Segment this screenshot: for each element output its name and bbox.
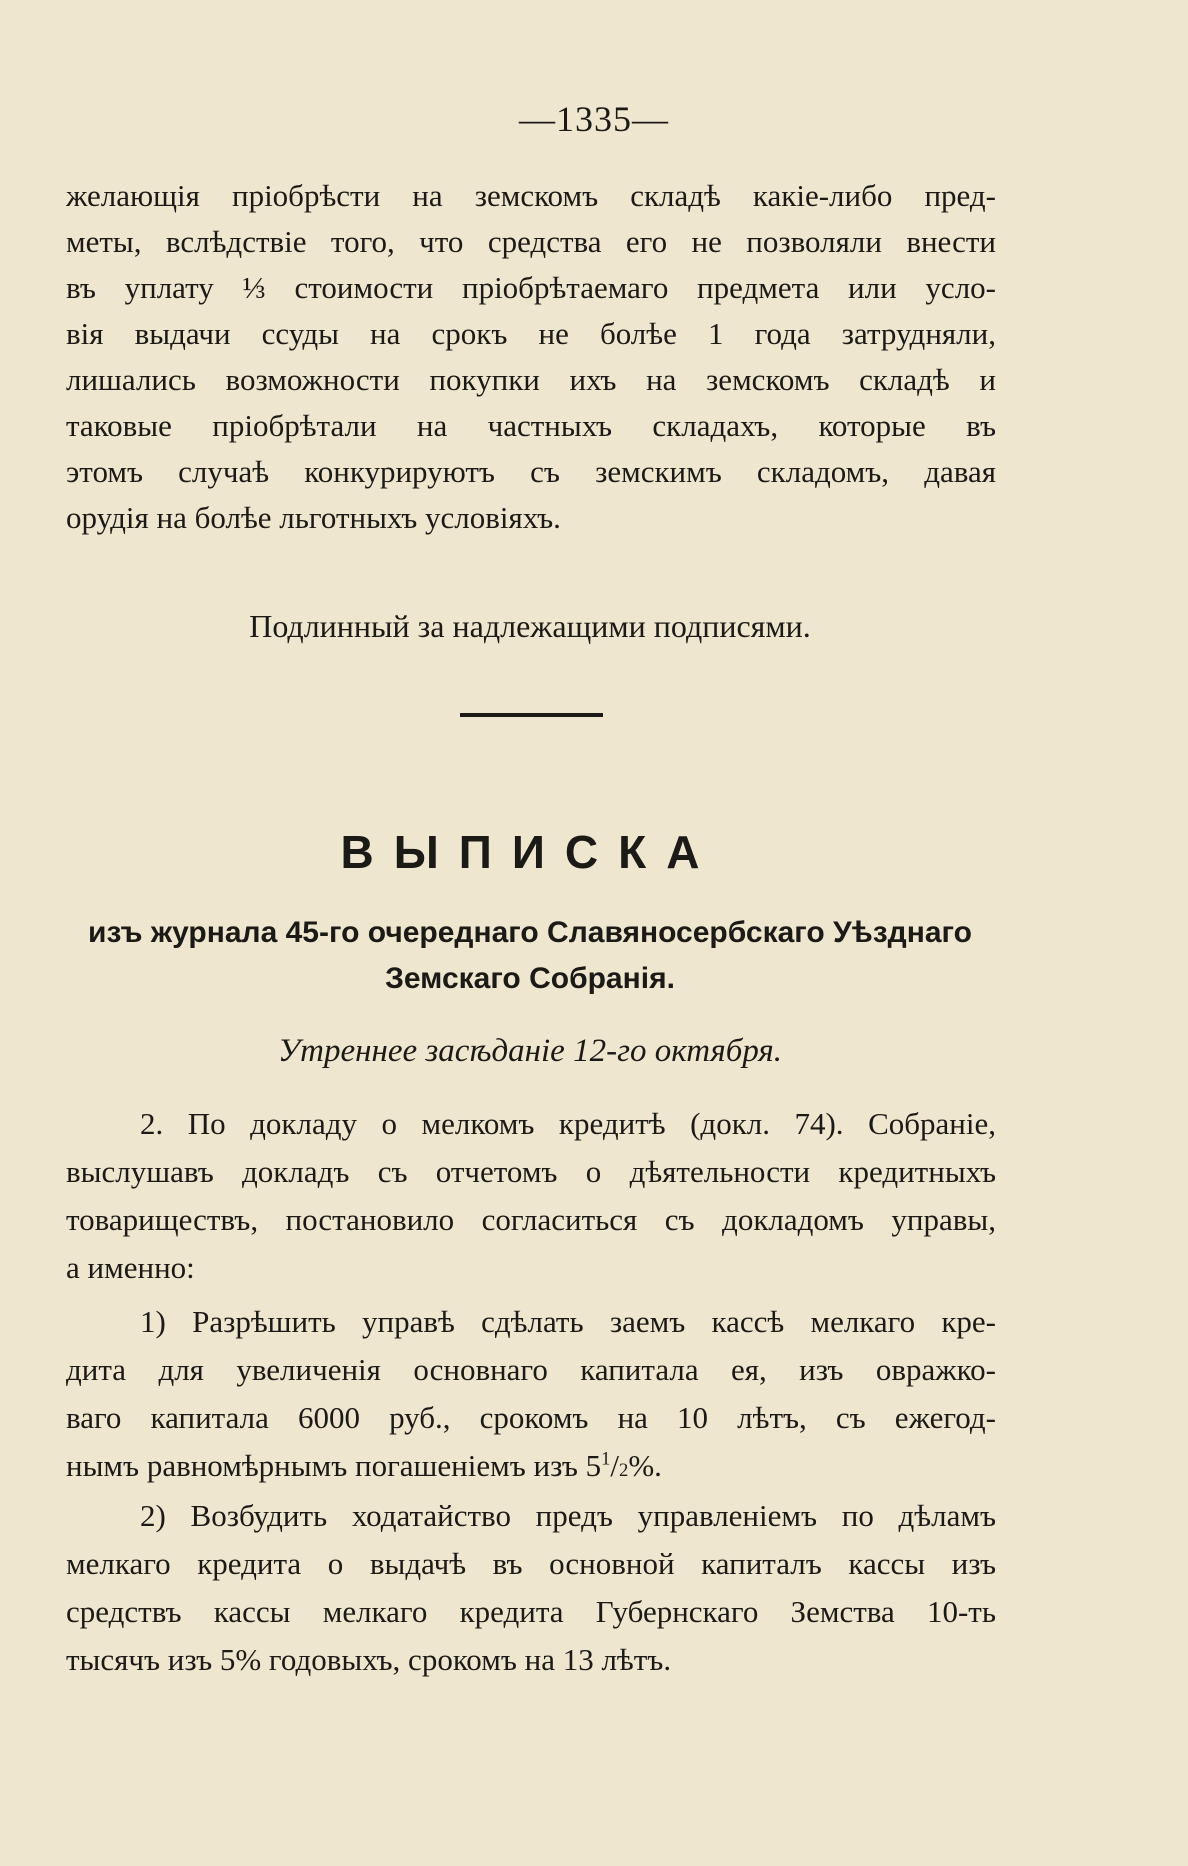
text-line: таковые пріобрѣтали на частныхъ складахъ, которые въ [66, 408, 996, 443]
text-line: этомъ случаѣ конкурируютъ съ земскимъ складомъ, давая [66, 454, 996, 489]
document-title: ВЫПИСКА [340, 826, 720, 878]
text-line: лишались возможности покупки ихъ на земскомъ складѣ и [66, 362, 996, 397]
text-line: товариществъ, постановило согласиться съ докладомъ управы, [66, 1202, 996, 1237]
signature-note: Подлинный за надлежащими подписями. [249, 608, 811, 644]
document-subtitle [0, 910, 1060, 1002]
text-line: орудія на болѣе льготныхъ условіяхъ. [66, 500, 561, 535]
fraction-slash: / [610, 1448, 620, 1483]
fraction-denominator: 2 [619, 1460, 629, 1481]
subtitle-line: Земскаго Собранія. [385, 962, 675, 995]
text-line: въ уплату ⅓ стоимости пріобрѣтаемаго предмета или усло- [66, 270, 996, 305]
subtitle-line: изъ журнала 45-го очереднаго Славяносербскаго Уѣзднаго [88, 916, 972, 949]
text-line: тысячъ изъ 5% годовыхъ, срокомъ на 13 лѣтъ. [66, 1642, 672, 1677]
text-line: а именно: [66, 1250, 195, 1285]
text-line: 1) Разрѣшить управѣ сдѣлать заемъ кассѣ мелкаго кре- [140, 1304, 996, 1339]
text-line: выслушавъ докладъ съ отчетомъ о дѣятельности кредитныхъ [66, 1154, 996, 1189]
text-line [66, 1444, 996, 1493]
separator-rule [460, 713, 603, 717]
text-line: средствъ кассы мелкаго кредита Губернскаго Земства 10-ть [66, 1594, 996, 1629]
text-line: 2. По докладу о мелкомъ кредитѣ (докл. 74). Собраніе, [140, 1106, 996, 1141]
text-line: 2) Возбудить ходатайство предъ управленіемъ по дѣламъ [140, 1498, 996, 1533]
text-fragment: нымъ равномѣрнымъ погашеніемъ изъ 5 [66, 1448, 602, 1483]
text-line: вія выдачи ссуды на срокъ не болѣе 1 года затрудняли, [66, 316, 996, 351]
text-fragment: %. [628, 1448, 662, 1483]
text-line: меты, вслѣдствіе того, что средства его не позволяли внести [66, 224, 996, 259]
text-line: ваго капитала 6000 руб., срокомъ на 10 лѣтъ, съ ежегод- [66, 1400, 996, 1435]
fraction-numerator: 1 [601, 1448, 611, 1470]
text-line: желающія пріобрѣсти на земскомъ складѣ какіе-либо пред- [66, 178, 996, 213]
page-number: —1335— [519, 99, 669, 139]
session-heading: Утреннее засѣданіе 12-го октября. [277, 1033, 783, 1069]
text-line: мелкаго кредита о выдачѣ въ основной капиталъ кассы изъ [66, 1546, 996, 1581]
text-line: дита для увеличенія основнаго капитала ея, изъ овражко- [66, 1352, 996, 1387]
